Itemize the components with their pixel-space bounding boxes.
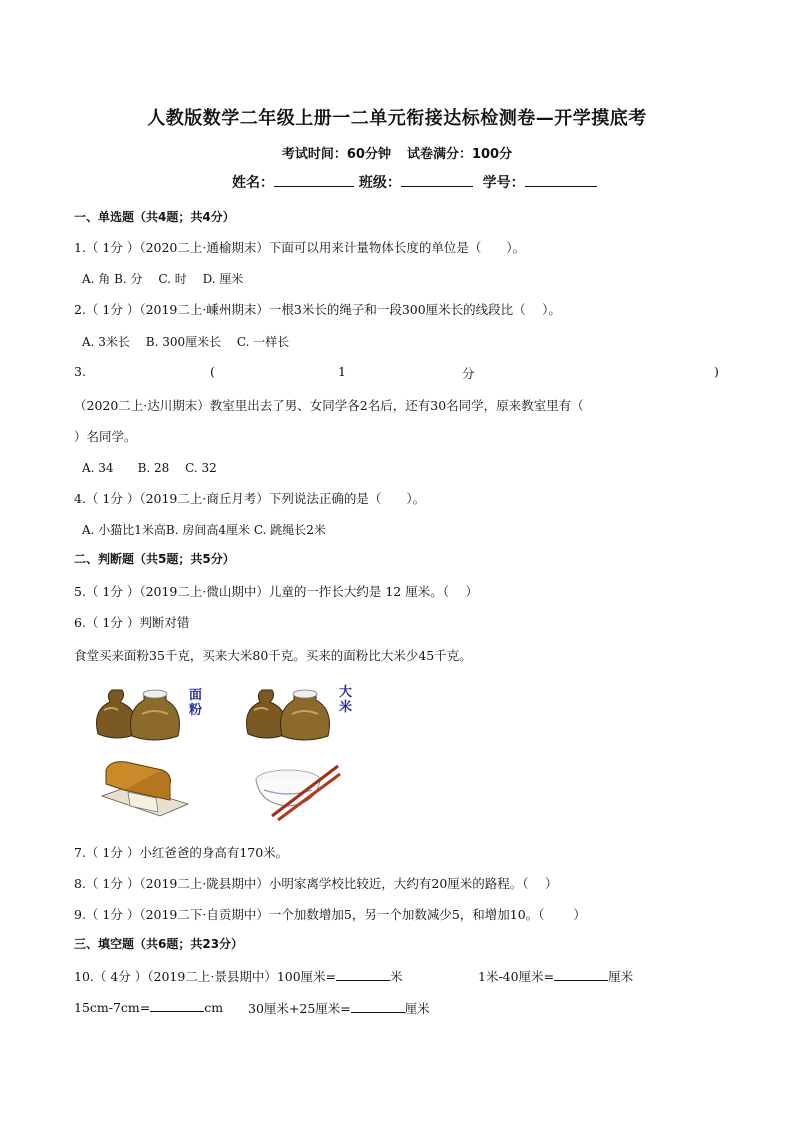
section-heading-true-false: 二、判断题（共5题；共5分）: [74, 552, 235, 566]
section-heading-single-choice: 一、单选题（共4题；共4分）: [74, 210, 235, 224]
question-3-options: A. 34 B. 28 C. 32: [82, 461, 217, 475]
question-4-options: A. 小猫比1米高B. 房间高4厘米 C. 跳绳长2米: [82, 523, 326, 537]
page-title: 人教版数学二年级上册一二单元衔接达标检测卷—开学摸底考: [147, 108, 647, 129]
question-3-text-end: ）名同学。: [74, 429, 137, 444]
question-3-number: 3.: [74, 364, 86, 379]
question-7: 7.（ 1分 ）小红爸爸的身高有170米。: [74, 845, 289, 860]
question-5: 5.（ 1分 ）（2019二上·微山期中）儿童的一拃长大约是 12 厘米。（ ）: [74, 584, 478, 599]
question-10-b-blank[interactable]: [554, 968, 608, 981]
exam-meta: [0, 143, 794, 162]
question-1-options: A. 角 B. 分 C. 时 D. 厘米: [82, 272, 244, 286]
question-10-b-unit: 厘米: [608, 969, 634, 984]
question-3-score-unit: 分: [462, 366, 475, 381]
id-field[interactable]: [525, 172, 597, 187]
question-6: 6.（ 1分 ）判断对错: [74, 615, 190, 630]
rice-bowl-image: [250, 760, 342, 822]
question-6-text: 食堂买来面粉35千克，买来大米80千克。买来的面粉比大米少45千克。: [74, 648, 472, 663]
question-10-d-prompt: 30厘米+25厘米=: [248, 1001, 351, 1016]
section-heading-fill-in: 三、填空题（共6题；共23分）: [74, 937, 244, 951]
question-10-part-a: [74, 967, 403, 985]
name-field[interactable]: [274, 172, 354, 187]
question-10-a-blank[interactable]: [336, 968, 390, 981]
rice-label: 大米: [339, 685, 353, 715]
question-2: 2.（ 1分 ）（2019二上·嵊州期末）一根3米长的绳子和一段300厘米长的线段比（ ）。: [74, 302, 561, 317]
flour-label: 面粉: [189, 688, 203, 718]
question-4: 4.（ 1分 ）（2019二上·商丘月考）下列说法正确的是（ ）。: [74, 491, 426, 506]
student-info: [232, 172, 597, 192]
bread-image: [100, 756, 190, 822]
exam-full-score: 试卷满分：100分: [406, 147, 513, 162]
class-field[interactable]: [401, 172, 473, 187]
question-8: 8.（ 1分 ）（2019二上·陇县期中）小明家离学校比较近，大约有20厘米的路程。（ ）: [74, 876, 558, 891]
name-label: 姓名：: [232, 175, 274, 191]
question-10-c-unit: cm: [204, 1000, 224, 1015]
question-10-b-prompt: 1米-40厘米=: [478, 969, 555, 984]
question-1: 1.（ 1分 ）（2020二上·通榆期末）下面可以用来计量物体长度的单位是（ ）。: [74, 240, 526, 255]
question-9: 9.（ 1分 ）（2019二下·自贡期中）一个加数增加5，另一个加数减少5，和增加10。（ ）: [74, 907, 586, 922]
question-3-score: 1: [338, 364, 346, 379]
question-10-d-unit: 厘米: [404, 1001, 430, 1016]
question-10-a-unit: 米: [390, 969, 403, 984]
question-10-a-prompt: 10.（ 4分 ）（2019二上·景县期中）100厘米=: [74, 969, 337, 984]
exam-time: 考试时间：60分钟: [281, 147, 391, 162]
question-10-part-d: [248, 999, 430, 1017]
question-10-d-blank[interactable]: [351, 1000, 405, 1013]
question-3-close-paren: ): [714, 364, 719, 379]
question-2-options: A. 3米长 B. 300厘米长 C. 一样长: [82, 335, 290, 349]
id-label: 学号：: [482, 175, 525, 191]
question-10-c-prompt: 15cm-7cm=: [74, 1000, 151, 1015]
question-10-c-blank[interactable]: [150, 999, 204, 1012]
question-3-text: （2020二上·达川期末）教室里出去了男、女同学各2名后，还有30名同学，原来教室里有（: [74, 398, 584, 413]
question-10-part-b: [478, 967, 633, 985]
question-3-open-paren: (: [210, 364, 215, 379]
class-label: 班级：: [358, 175, 401, 191]
question-10-part-c: [74, 999, 223, 1015]
